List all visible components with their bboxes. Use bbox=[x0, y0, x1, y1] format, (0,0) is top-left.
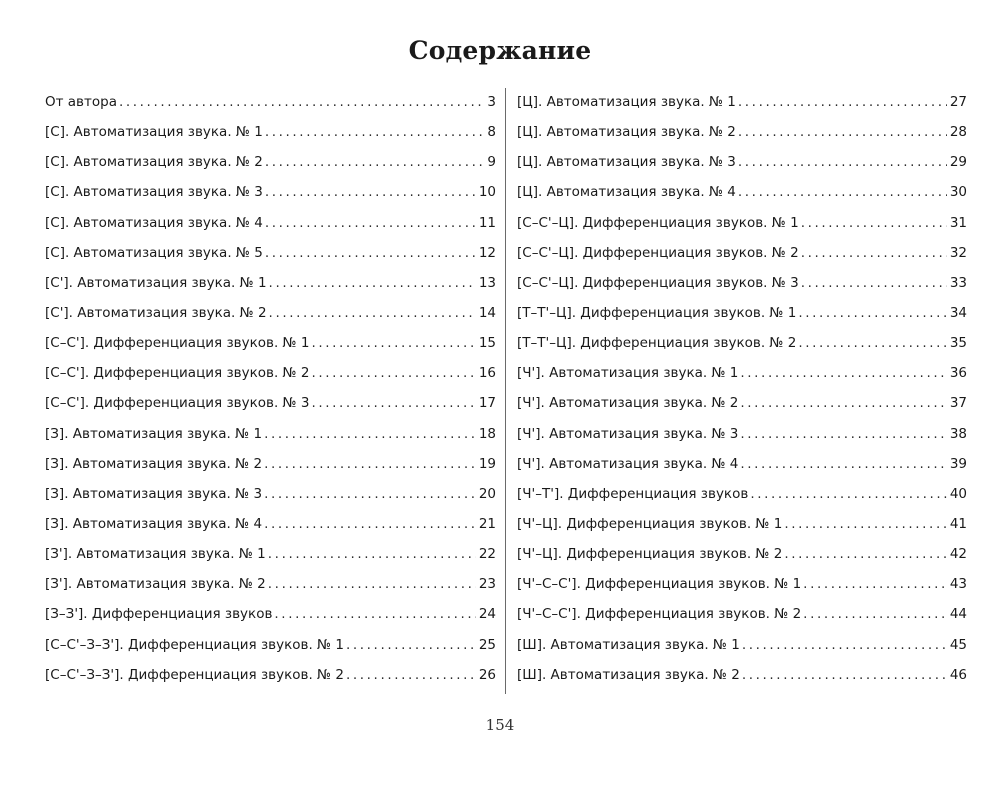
toc-entry[interactable] bbox=[517, 147, 967, 177]
toc-entry[interactable] bbox=[45, 539, 496, 569]
dot-leader bbox=[798, 298, 946, 328]
toc-entry-title: [С]. Автоматизация звука. № 3 bbox=[45, 184, 263, 201]
toc-entry-title: [Ч'–Т']. Дифференциация звуков bbox=[517, 485, 749, 502]
toc-entry[interactable] bbox=[45, 208, 496, 238]
toc-entry-title: [Ш]. Автоматизация звука. № 2 bbox=[517, 666, 740, 683]
toc-entry[interactable] bbox=[45, 479, 496, 509]
toc-entry[interactable] bbox=[45, 177, 496, 207]
toc-entry-page: 28 bbox=[949, 124, 967, 141]
toc-entry-title: [Ч'–С–С']. Дифференциация звуков. № 2 bbox=[517, 606, 802, 623]
toc-entry-page: 40 bbox=[949, 485, 967, 502]
toc-entry[interactable] bbox=[517, 660, 967, 690]
toc-entry[interactable] bbox=[45, 419, 496, 449]
toc-entry-title: [Ч']. Автоматизация звука. № 2 bbox=[517, 395, 739, 412]
toc-entry[interactable] bbox=[45, 268, 496, 298]
toc-entry-page: 37 bbox=[949, 395, 967, 412]
dot-leader bbox=[738, 117, 947, 147]
toc-entry-page: 42 bbox=[949, 546, 967, 563]
toc-entry-title: [Ц]. Автоматизация звука. № 1 bbox=[517, 94, 736, 110]
toc-entry-title: [З]. Автоматизация звука. № 2 bbox=[45, 455, 263, 472]
toc-entry-title: [С]. Автоматизация звука. № 2 bbox=[45, 154, 263, 171]
dot-leader bbox=[801, 268, 947, 298]
toc-entry[interactable] bbox=[45, 328, 496, 358]
toc-entry-page: 18 bbox=[478, 425, 496, 442]
toc-left-column bbox=[45, 87, 496, 690]
toc-entry[interactable] bbox=[517, 328, 967, 358]
dot-leader bbox=[268, 569, 476, 599]
toc-entry[interactable] bbox=[517, 630, 967, 660]
toc-entry-title: [Ц]. Автоматизация звука. № 3 bbox=[517, 154, 736, 171]
toc-entry[interactable] bbox=[517, 509, 967, 539]
toc-entry-title: [С–С'–Ц]. Дифференциация звуков. № 3 bbox=[517, 274, 799, 291]
page-number: 154 bbox=[485, 716, 515, 734]
toc-entry-page: 44 bbox=[949, 606, 967, 623]
toc-entry-page: 46 bbox=[949, 666, 967, 683]
toc-entry[interactable] bbox=[517, 117, 967, 147]
dot-leader bbox=[740, 388, 946, 418]
toc-entry[interactable] bbox=[517, 87, 967, 117]
toc-entry[interactable] bbox=[517, 238, 967, 268]
toc-entry[interactable] bbox=[45, 238, 496, 268]
dot-leader bbox=[311, 328, 475, 358]
toc-entry-title: [С–С']. Дифференциация звуков. № 1 bbox=[45, 335, 310, 352]
toc-entry-page: 9 bbox=[487, 154, 496, 171]
dot-leader bbox=[264, 449, 476, 479]
toc-entry[interactable] bbox=[45, 509, 496, 539]
toc-entry-page: 13 bbox=[478, 274, 496, 291]
toc-entry-title: [С–С']. Дифференциация звуков. № 3 bbox=[45, 395, 310, 412]
toc-right-column bbox=[517, 87, 967, 690]
toc-entry-title: [Ч'–Ц]. Дифференциация звуков. № 1 bbox=[517, 515, 783, 532]
toc-entry[interactable] bbox=[45, 117, 496, 147]
toc-entry-title: [З]. Автоматизация звука. № 4 bbox=[45, 515, 263, 532]
toc-entry-page: 16 bbox=[478, 365, 496, 382]
toc-entry[interactable] bbox=[45, 147, 496, 177]
toc-entry-page: 45 bbox=[949, 636, 967, 653]
toc-entry[interactable] bbox=[45, 388, 496, 418]
dot-leader bbox=[264, 509, 476, 539]
toc-entry-title: [С–С'–З–З']. Дифференциация звуков. № 1 bbox=[45, 636, 344, 653]
toc-entry[interactable] bbox=[45, 599, 496, 629]
dot-leader bbox=[265, 147, 485, 177]
toc-entry-page: 24 bbox=[478, 606, 496, 623]
dot-leader bbox=[742, 630, 947, 660]
toc-entry-page: 34 bbox=[949, 304, 967, 321]
toc-entry-page: 11 bbox=[478, 214, 496, 231]
toc-entry[interactable] bbox=[45, 449, 496, 479]
dot-leader bbox=[738, 177, 947, 207]
dot-leader bbox=[265, 177, 476, 207]
toc-entry-page: 32 bbox=[949, 244, 967, 261]
toc-entry[interactable] bbox=[517, 298, 967, 328]
toc-entry-title: [Ч']. Автоматизация звука. № 1 bbox=[517, 365, 739, 382]
dot-leader bbox=[119, 87, 484, 117]
toc-entry-title: [З']. Автоматизация звука. № 1 bbox=[45, 546, 266, 563]
dot-leader bbox=[311, 388, 475, 418]
toc-entry-title: [Ч']. Автоматизация звука. № 4 bbox=[517, 455, 739, 472]
toc-entry[interactable] bbox=[517, 177, 967, 207]
toc-entry-page: 8 bbox=[487, 124, 496, 141]
toc-entry-title: [З–З']. Дифференциация звуков bbox=[45, 606, 273, 623]
toc-entry-title: [Ц]. Автоматизация звука. № 4 bbox=[517, 184, 736, 201]
toc-entry[interactable] bbox=[517, 449, 967, 479]
dot-leader bbox=[265, 238, 476, 268]
toc-entry[interactable] bbox=[517, 208, 967, 238]
toc-entry-page: 39 bbox=[949, 455, 967, 472]
page-title: Содержание bbox=[408, 36, 592, 65]
toc-entry-title: [С–С'–З–З']. Дифференциация звуков. № 2 bbox=[45, 666, 344, 683]
toc-entry-page: 21 bbox=[478, 515, 496, 532]
toc-entry-page: 41 bbox=[949, 515, 967, 532]
dot-leader bbox=[798, 328, 946, 358]
toc-entry-title: [Ц]. Автоматизация звука. № 2 bbox=[517, 124, 736, 141]
dot-leader bbox=[803, 569, 947, 599]
toc-entry-title: [Ш]. Автоматизация звука. № 1 bbox=[517, 636, 740, 653]
toc-entry-page: 30 bbox=[949, 184, 967, 201]
toc-entry-title: [С–С']. Дифференциация звуков. № 2 bbox=[45, 365, 310, 382]
toc-entry[interactable] bbox=[517, 388, 967, 418]
dot-leader bbox=[265, 208, 476, 238]
dot-leader bbox=[801, 238, 947, 268]
toc-entry-page: 25 bbox=[478, 636, 496, 653]
toc-entry-page: 35 bbox=[949, 335, 967, 352]
toc-entry[interactable] bbox=[45, 660, 496, 690]
dot-leader bbox=[264, 419, 476, 449]
dot-leader bbox=[738, 87, 947, 117]
toc-entry-page: 15 bbox=[478, 335, 496, 352]
toc-entry[interactable] bbox=[45, 298, 496, 328]
dot-leader bbox=[750, 479, 947, 509]
dot-leader bbox=[740, 449, 946, 479]
toc-entry-title: [С–С'–Ц]. Дифференциация звуков. № 2 bbox=[517, 244, 799, 261]
toc-entry-page: 33 bbox=[949, 274, 967, 291]
toc-entry-page: 27 bbox=[949, 94, 967, 110]
toc-entry-title: [З]. Автоматизация звука. № 3 bbox=[45, 485, 263, 502]
toc-entry-page: 12 bbox=[478, 244, 496, 261]
toc-entry[interactable] bbox=[517, 599, 967, 629]
dot-leader bbox=[784, 539, 946, 569]
toc-entry-page: 23 bbox=[478, 576, 496, 593]
toc-entry[interactable] bbox=[45, 569, 496, 599]
toc-entry-title: [С]. Автоматизация звука. № 5 bbox=[45, 244, 263, 261]
toc-entry-title: [Ч']. Автоматизация звука. № 3 bbox=[517, 425, 739, 442]
dot-leader bbox=[346, 660, 476, 690]
toc-entry-page: 17 bbox=[478, 395, 496, 412]
toc-entry-page: 36 bbox=[949, 365, 967, 382]
toc-entry-title: [С]. Автоматизация звука. № 4 bbox=[45, 214, 263, 231]
toc-entry-title: [Т–Т'–Ц]. Дифференциация звуков. № 1 bbox=[517, 304, 797, 321]
dot-leader bbox=[274, 599, 475, 629]
toc-entry-title: [З']. Автоматизация звука. № 2 bbox=[45, 576, 266, 593]
toc-entry-title: [С]. Автоматизация звука. № 1 bbox=[45, 124, 263, 141]
dot-leader bbox=[803, 599, 947, 629]
toc-entry[interactable] bbox=[517, 569, 967, 599]
toc-entry-page: 14 bbox=[478, 304, 496, 321]
toc-entry[interactable] bbox=[45, 358, 496, 388]
toc-entry-page: 3 bbox=[487, 94, 496, 110]
toc-entry-page: 22 bbox=[478, 546, 496, 563]
toc-entry-page: 26 bbox=[478, 666, 496, 683]
dot-leader bbox=[801, 208, 947, 238]
toc-entry[interactable] bbox=[517, 358, 967, 388]
toc-entry-title: [Ч'–Ц]. Дифференциация звуков. № 2 bbox=[517, 546, 783, 563]
dot-leader bbox=[268, 539, 476, 569]
dot-leader bbox=[265, 117, 485, 147]
column-divider bbox=[505, 88, 506, 694]
toc-entry[interactable] bbox=[45, 630, 496, 660]
dot-leader bbox=[269, 298, 476, 328]
dot-leader bbox=[740, 358, 946, 388]
toc-entry-page: 19 bbox=[478, 455, 496, 472]
toc-entry[interactable] bbox=[517, 539, 967, 569]
toc-entry[interactable] bbox=[517, 268, 967, 298]
toc-entry-page: 38 bbox=[949, 425, 967, 442]
toc-entry-page: 43 bbox=[949, 576, 967, 593]
toc-entry-title: [З]. Автоматизация звука. № 1 bbox=[45, 425, 263, 442]
dot-leader bbox=[742, 660, 947, 690]
dot-leader bbox=[346, 630, 476, 660]
toc-entry-title: [Ч'–С–С']. Дифференциация звуков. № 1 bbox=[517, 576, 802, 593]
toc-entry-page: 31 bbox=[949, 214, 967, 231]
toc-entry-title: От автора bbox=[45, 94, 117, 110]
dot-leader bbox=[738, 147, 947, 177]
dot-leader bbox=[740, 419, 946, 449]
toc-entry-page: 29 bbox=[949, 154, 967, 171]
toc-entry-title: [С']. Автоматизация звука. № 1 bbox=[45, 274, 267, 291]
toc-entry-page: 20 bbox=[478, 485, 496, 502]
toc-entry-title: [С']. Автоматизация звука. № 2 bbox=[45, 304, 267, 321]
dot-leader bbox=[784, 509, 946, 539]
toc-entry-page: 10 bbox=[478, 184, 496, 201]
toc-entry[interactable] bbox=[517, 419, 967, 449]
dot-leader bbox=[311, 358, 475, 388]
toc-entry-title: [Т–Т'–Ц]. Дифференциация звуков. № 2 bbox=[517, 335, 797, 352]
dot-leader bbox=[264, 479, 476, 509]
toc-entry[interactable] bbox=[517, 479, 967, 509]
toc-entry-title: [С–С'–Ц]. Дифференциация звуков. № 1 bbox=[517, 214, 799, 231]
toc-entry[interactable] bbox=[45, 87, 496, 117]
dot-leader bbox=[269, 268, 476, 298]
